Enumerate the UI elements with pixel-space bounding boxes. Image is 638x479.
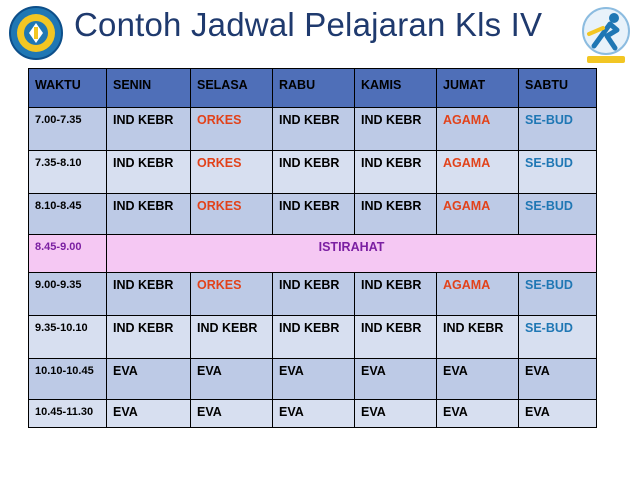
senin-cell: EVA xyxy=(107,359,191,400)
rabu-cell: EVA xyxy=(273,400,355,428)
table-row xyxy=(29,108,597,151)
sabtu-cell: EVA xyxy=(519,400,597,428)
rabu-cell: IND KEBR xyxy=(273,316,355,359)
sabtu-cell: SE-BUD xyxy=(519,316,597,359)
time-cell: 7.00-7.35 xyxy=(29,108,107,151)
header-kamis: KAMIS xyxy=(355,69,437,108)
jumat-cell: EVA xyxy=(437,359,519,400)
senin-cell: IND KEBR xyxy=(107,194,191,235)
sabtu-cell: SE-BUD xyxy=(519,194,597,235)
rabu-cell: IND KEBR xyxy=(273,194,355,235)
jumat-cell: AGAMA xyxy=(437,151,519,194)
header-rabu: RABU xyxy=(273,69,355,108)
rabu-cell: IND KEBR xyxy=(273,108,355,151)
time-cell: 7.35-8.10 xyxy=(29,151,107,194)
kurikulum-2013-logo-icon xyxy=(577,4,635,66)
kamis-cell: IND KEBR xyxy=(355,194,437,235)
header-waktu: WAKTU xyxy=(29,69,107,108)
kamis-cell: EVA xyxy=(355,359,437,400)
kamis-cell: IND KEBR xyxy=(355,151,437,194)
senin-cell: IND KEBR xyxy=(107,316,191,359)
header-sabtu: SABTU xyxy=(519,69,597,108)
header-selasa: SELASA xyxy=(191,69,273,108)
table-row xyxy=(29,273,597,316)
selasa-cell: EVA xyxy=(191,400,273,428)
jumat-cell: AGAMA xyxy=(437,108,519,151)
table-header-row xyxy=(29,69,597,108)
selasa-cell: ORKES xyxy=(191,273,273,316)
time-cell: 10.10-10.45 xyxy=(29,359,107,400)
sabtu-cell: SE-BUD xyxy=(519,151,597,194)
selasa-cell: EVA xyxy=(191,359,273,400)
senin-cell: IND KEBR xyxy=(107,151,191,194)
time-cell: 9.35-10.10 xyxy=(29,316,107,359)
senin-cell: EVA xyxy=(107,400,191,428)
selasa-cell: IND KEBR xyxy=(191,316,273,359)
kamis-cell: IND KEBR xyxy=(355,316,437,359)
time-cell: 8.10-8.45 xyxy=(29,194,107,235)
table-row xyxy=(29,316,597,359)
selasa-cell: ORKES xyxy=(191,151,273,194)
sabtu-cell: SE-BUD xyxy=(519,108,597,151)
senin-cell: IND KEBR xyxy=(107,108,191,151)
table-row xyxy=(29,151,597,194)
break-label: ISTIRAHAT xyxy=(107,235,597,273)
time-cell: 10.45-11.30 xyxy=(29,400,107,428)
break-row xyxy=(29,235,597,273)
table-row xyxy=(29,359,597,400)
selasa-cell: ORKES xyxy=(191,194,273,235)
schedule-table xyxy=(28,68,597,428)
header-senin: SENIN xyxy=(107,69,191,108)
kamis-cell: IND KEBR xyxy=(355,108,437,151)
break-time-cell: 8.45-9.00 xyxy=(29,235,107,273)
jumat-cell: EVA xyxy=(437,400,519,428)
time-cell: 9.00-9.35 xyxy=(29,273,107,316)
kamis-cell: EVA xyxy=(355,400,437,428)
rabu-cell: EVA xyxy=(273,359,355,400)
table-row xyxy=(29,400,597,428)
tut-wuri-handayani-logo-icon xyxy=(8,5,64,61)
jumat-cell: AGAMA xyxy=(437,273,519,316)
senin-cell: IND KEBR xyxy=(107,273,191,316)
selasa-cell: ORKES xyxy=(191,108,273,151)
sabtu-cell: SE-BUD xyxy=(519,273,597,316)
jumat-cell: AGAMA xyxy=(437,194,519,235)
table-row xyxy=(29,194,597,235)
rabu-cell: IND KEBR xyxy=(273,151,355,194)
kamis-cell: IND KEBR xyxy=(355,273,437,316)
rabu-cell: IND KEBR xyxy=(273,273,355,316)
header-jumat: JUMAT xyxy=(437,69,519,108)
sabtu-cell: EVA xyxy=(519,359,597,400)
jumat-cell: IND KEBR xyxy=(437,316,519,359)
page-title: Contoh Jadwal Pelajaran Kls IV xyxy=(74,6,543,43)
